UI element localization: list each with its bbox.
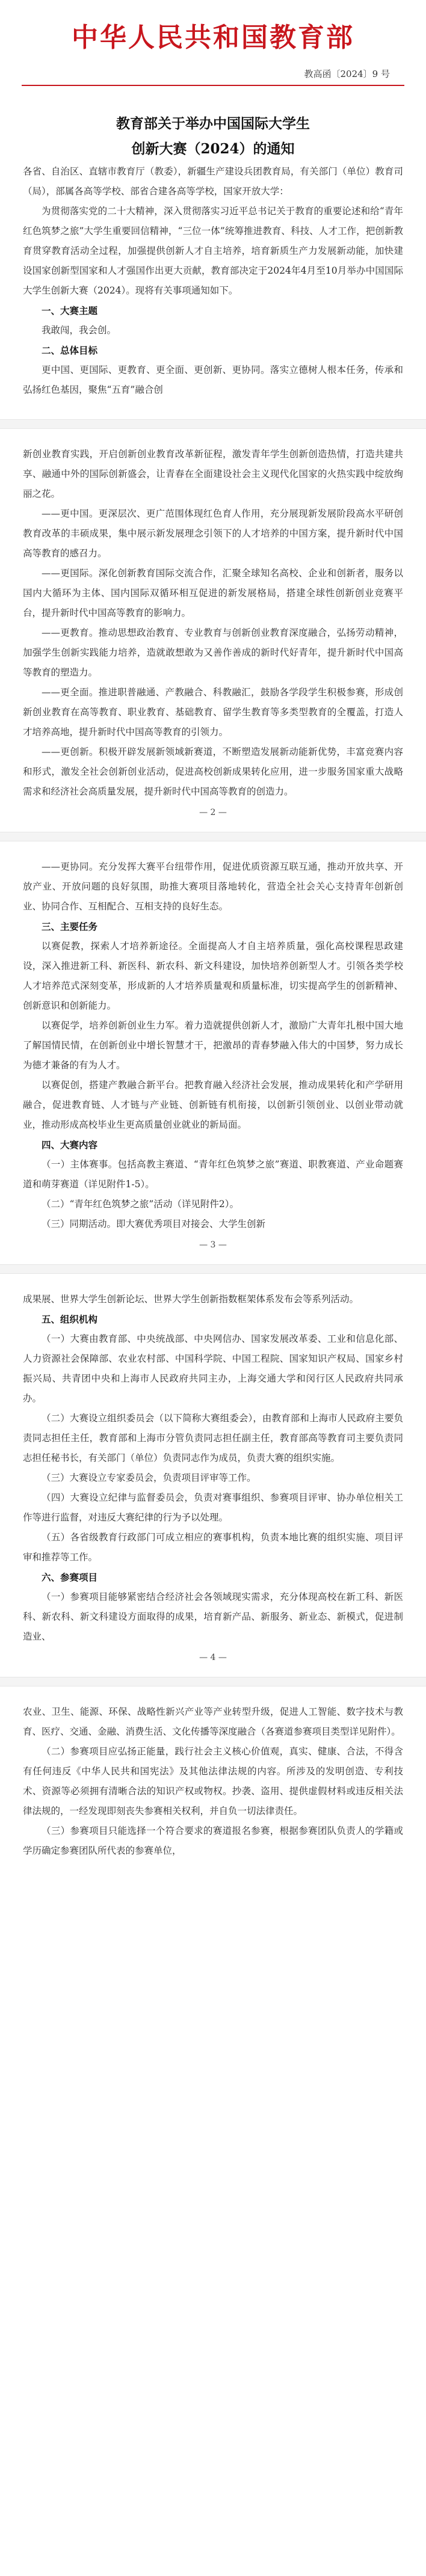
content-item-3-part2: 成果展、世界大学生创新论坛、世界大学生创新指数框架体系发布会等系列活动。 [23,1294,359,1305]
section-heading-theme: 一、大赛主题 [42,305,98,316]
project-item-3: （三）参赛项目只能选择一个符合要求的赛道报名参赛，根据参赛团队负责人的学籍或学历确定参赛团队所代表的参赛单位， [23,1825,403,1856]
project-item-2: （二）参赛项目应弘扬正能量，践行社会主义核心价值观，真实、健康、合法，不得含有任何违反《中华人民共和国宪法》及其他法律法规的内容。所涉及的发明创造、专利技术、资源等必须拥有清晰合法的知识产权或物权。抄袭、盗用、提供虚假材料或违反相关法律法规的，一经发现即刻丧失参赛相关权利，并自负一切法律责任。 [23,1746,403,1816]
page-number-3: — 3 — [199,1240,227,1250]
section-heading-projects: 六、参赛项目 [42,1572,98,1583]
red-divider-line [22,85,404,86]
org-item-1: （一）大赛由教育部、中央统战部、中央网信办、国家发展改革委、工业和信息化部、人力资源社会保障部、农业农村部、中国科学院、中国工程院、国家知识产权局、国家乡村振兴局、共青团中央和上海市人民政府共同主办，上海交通大学和闵行区人民政府共同承办。 [23,1333,403,1404]
goal-more-comprehensive: ——更全面。推进职普融通、产教融合、科教融汇，鼓励各学段学生积极参赛，形成创新创业教育在高等教育、职业教育、基础教育、留学生教育等多类型教育的全覆盖，打造人才培养高地，提升新时代中国高等教育的引领力。 [23,687,403,737]
document-body-page-4 [0,1290,426,1647]
goal-more-china: ——更中国。更深层次、更广范围体现红色育人作用，充分展现新发展阶段高水平研创教育改革的丰硕成果，集中展示新发展理念引领下的人才培养的中国方案，提升新时代中国高等教育的感召力。 [23,508,403,559]
document-body-page-3 [0,857,426,1234]
intro-paragraph: 为贯彻落实党的二十大精神，深入贯彻落实习近平总书记关于教育的重要论述和给“青年红色筑梦之旅”大学生重要回信精神，“三位一体”统筹推进教育、科技、人才工作，把创新教育贯穿教育活动全过程，加强提供创新人才自主培养，培育新质生产力发展新动能，加快建设国家创新型国家和人才强国作出更大贡献，教育部决定于2024年4月至10月举办中国国际大学生创新大赛（2024）。现将有关事项通知如下。 [23,206,403,296]
document-title [0,111,426,162]
document-body-page-5 [0,1702,426,1861]
project-item-1-part1: （一）参赛项目能够紧密结合经济社会各领域现实需求，充分体现高校在新工科、新医科、新农科、新文科建设方面取得的成果，培育新产品、新服务、新业态、新模式，促进制造业、 [23,1591,403,1642]
theme-text: 我敢闯，我会创。 [42,325,117,336]
org-item-4: （四）大赛设立纪律与监督委员会，负责对赛事组织、参赛项目评审、协办单位相关工作等进行监督，对违反大赛纪律的行为予以处理。 [23,1492,403,1523]
org-item-2: （二）大赛设立组织委员会（以下简称大赛组委会），由教育部和上海市人民政府主要负责同志担任主任，教育部和上海市分管负责同志担任副主任，教育部高等教育司主要负责同志担任秘书长，有关部门（单位）负责同志作为成员，负责大赛的组织实施。 [23,1413,403,1463]
section-heading-organization: 五、组织机构 [42,1314,98,1325]
document-number: 教高函〔2024〕9 号 [304,69,390,79]
org-item-3: （三）大赛设立专家委员会，负责项目评审等工作。 [42,1472,256,1483]
content-item-3-part1: （三）同期活动。即大赛优秀项目对接会、大学生创新 [42,1219,266,1229]
org-item-5: （五）各省级教育行政部门可成立相应的赛事机构，负责本地比赛的组织实施、项目评审和推荐等工作。 [23,1532,403,1563]
document-body-page-2 [0,444,426,802]
letterhead-title: 中华人民共和国教育部 [72,22,354,53]
page-break [0,1677,426,1686]
goal-more-innovative: ——更创新。积极开辟发展新领域新赛道，不断塑造发展新动能新优势，丰富竞赛内容和形式，激发全社会创新创业活动，促进高校创新成果转化应用，进一步服务国家重大战略需求和经济社会高质量发展，提升新时代中国高等教育的创造力。 [23,746,403,797]
task-learning: 以赛促学，培养创新创业生力军。着力造就提供创新人才，激励广大青年扎根中国大地了解国情民情，在创新创业中增长智慧才干，把激昂的青春梦融入伟大的中国梦，努力成长为德才兼备的有为人才。 [23,1020,403,1071]
document-title-line-1: 教育部关于举办中国国际大学生 [116,115,310,132]
content-item-1: （一）主体赛事。包括高教主赛道、“青年红色筑梦之旅”赛道、职教赛道、产业命题赛道和萌芽赛道（详见附件1-5）。 [23,1159,403,1190]
page-gap [0,400,426,416]
section-heading-content: 四、大赛内容 [42,1139,98,1151]
document-body [0,162,426,400]
page-break [0,1264,426,1274]
goals-text-part2: 新创业教育实践，开启创新创业教育改革新征程，激发青年学生创新创造热情，打造共建共享、融通中外的国际创新盛会，让青春在全面建设社会主义现代化国家的火热实践中绽放绚丽之花。 [23,449,403,499]
page-break [0,419,426,429]
goal-more-education: ——更教育。推动思想政治教育、专业教育与创新创业教育深度融合，弘扬劳动精神，加强学生创新实践能力培养，造就敢想敢为又善作善成的新时代好青年，提升新时代中国高等教育的塑造力。 [23,627,403,678]
task-innovation: 以赛促创，搭建产教融合新平台。把教育融入经济社会发展，推动成果转化和产学研用融合，促进教育链、人才链与产业链、创新链有机衔接，以创新引领创业、以创业带动就业，推动形成高校毕业生更高质量创业就业的新局面。 [23,1080,403,1130]
page-number-4: — 4 — [199,1653,227,1662]
section-heading-goals: 二、总体目标 [42,345,98,356]
project-item-1-part2: 农业、卫生、能源、环保、战略性新兴产业等产业转型升级，促进人工智能、数字技术与教育、医疗、交通、金融、消费生活、文化传播等深度融合（各赛道参赛项目类型详见附件）。 [23,1706,403,1737]
letterhead [0,0,426,54]
goal-more-international: ——更国际。深化创新教育国际交流合作，汇聚全球知名高校、企业和创新者，服务以国内大循环为主体、国内国际双循环相互促进的新发展格局，搭建全球性创新创业竞赛平台，提升新时代中国高等教育的影响力。 [23,568,403,618]
goal-more-collaborative: ——更协同。充分发挥大赛平台纽带作用，促进优质资源互联互通，推动开放共享、开放产业、开放问题的良好氛围，助推大赛项目落地转化，营造全社会关心支持青年创新创业、协同合作、互相配合、互相支持的良好生态。 [23,861,403,912]
goals-text-part1: 更中国、更国际、更教育、更全面、更创新、更协同。落实立德树人根本任务，传承和弘扬红色基因，聚焦“五育”融合创 [23,364,403,395]
task-teaching: 以赛促教，探索人才培养新途径。全面提高人才自主培养质量，强化高校课程思政建设，深入推进新工科、新医科、新农科、新文科建设，加快培养创新型人才。引领各类学校人才培养范式深刻变革，形成新的人才培养质量观和质量标准，切实提高学生的创新精神、创新意识和创新能力。 [23,941,403,1011]
page-break [0,832,426,841]
document-title-line-2: 创新大赛（2024）的通知 [131,141,295,157]
page-number-2: — 2 — [199,808,227,817]
addressee: 各省、自治区、直辖市教育厅（教委），新疆生产建设兵团教育局，有关部门（单位）教育司（局），部属各高等学校、部省合建各高等学校，国家开放大学： [23,166,403,197]
content-item-2: （二）“青年红色筑梦之旅”活动（详见附件2）。 [42,1199,239,1210]
section-heading-tasks: 三、主要任务 [42,921,98,932]
